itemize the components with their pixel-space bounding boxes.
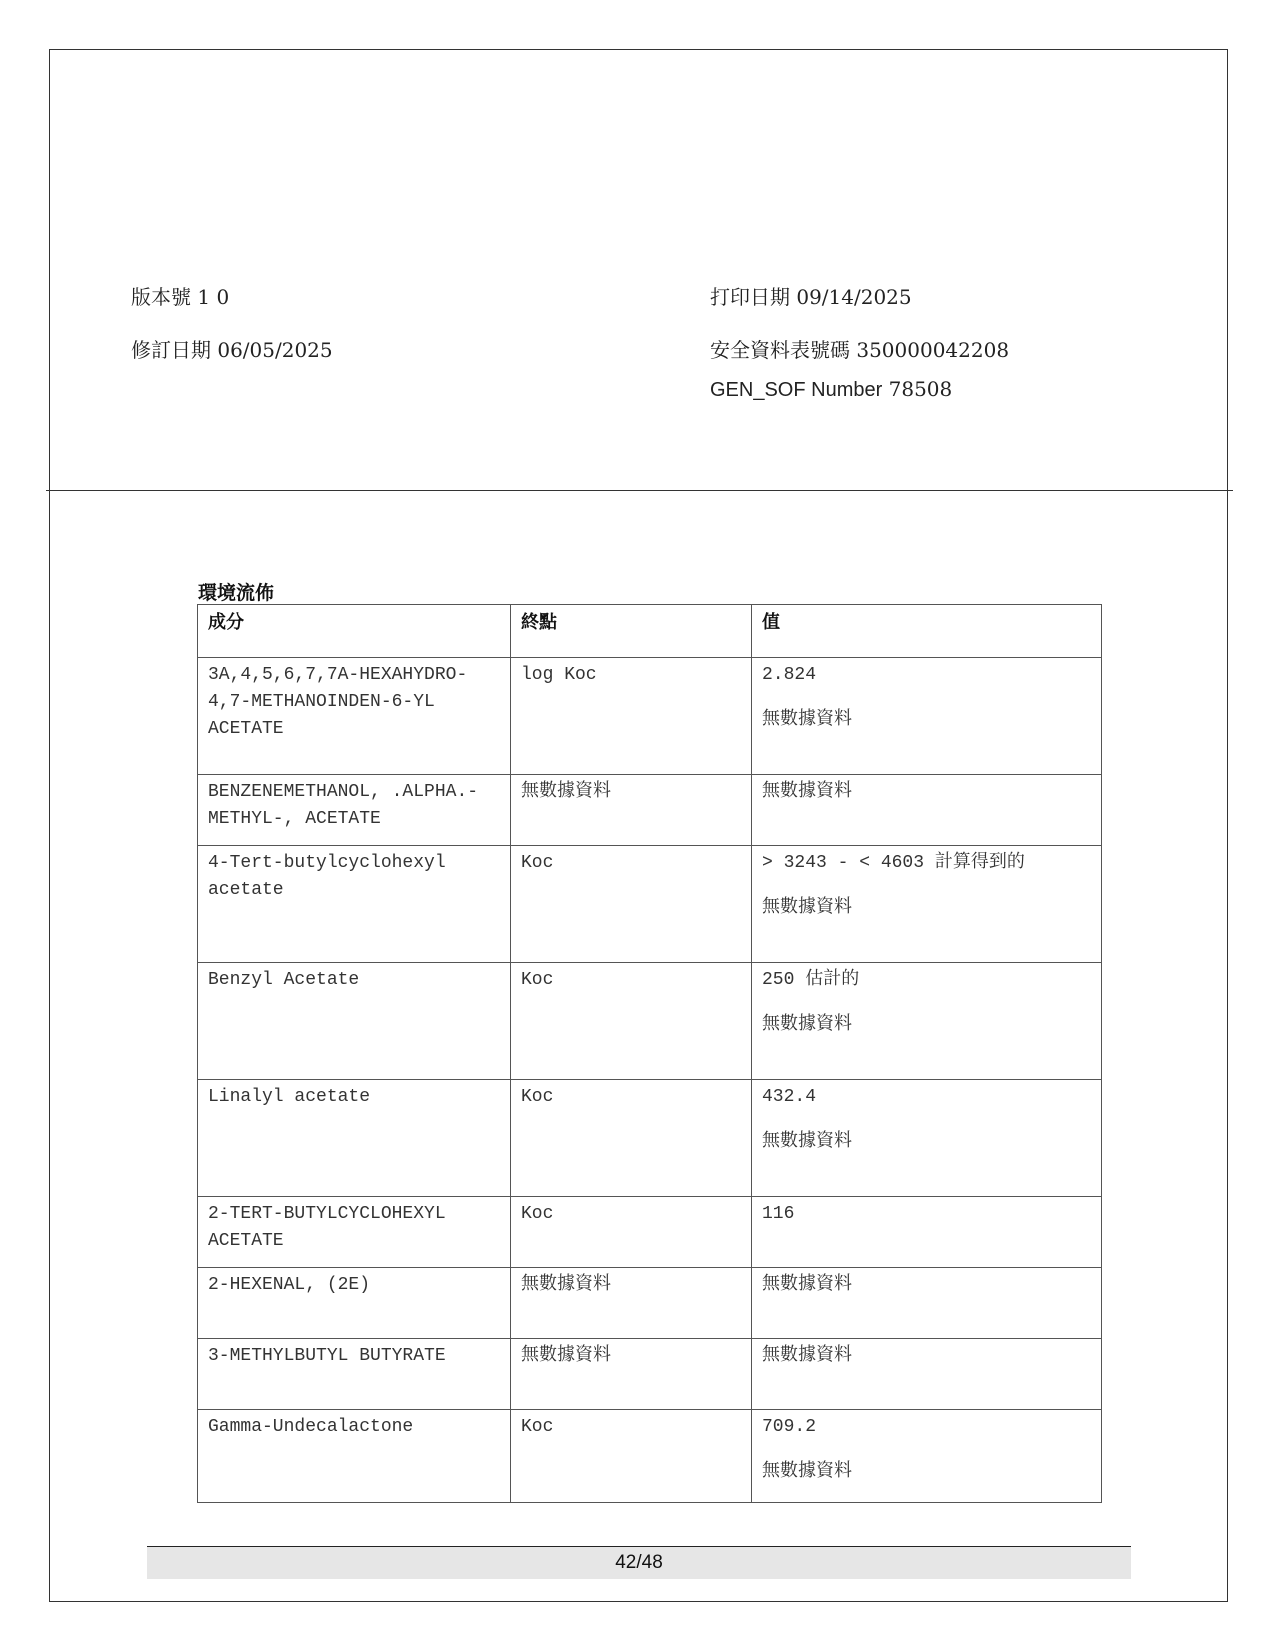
value-cell: 116 <box>752 1197 1102 1268</box>
component-cell: 3A,4,5,6,7,7A-HEXAHYDRO-4,7-METHANOINDEN-6-YL ACETATE <box>198 658 511 775</box>
table-row <box>198 1410 1102 1503</box>
table-row <box>198 1268 1102 1339</box>
component-cell: 3-METHYLBUTYL BUTYRATE <box>198 1339 511 1410</box>
component-cell: Benzyl Acetate <box>198 963 511 1080</box>
table-row <box>198 963 1102 1080</box>
table-header-row <box>198 605 1102 658</box>
component-cell: BENZENEMETHANOL, .ALPHA.-METHYL-, ACETATE <box>198 775 511 846</box>
print-date-value: 09/14/2025 <box>796 285 912 309</box>
value-text: 2.824 <box>762 665 817 685</box>
value-note: 無數據資料 <box>762 1132 852 1152</box>
gen-sof-number-label: GEN_SOF Number <box>710 379 883 401</box>
header-divider <box>46 490 1233 491</box>
component-cell: Gamma-Undecalactone <box>198 1410 511 1503</box>
sds-number-label: 安全資料表號碼 <box>710 338 850 362</box>
table-row <box>198 658 1102 775</box>
endpoint-cell: Koc <box>511 846 752 963</box>
value-cell <box>752 963 1102 1080</box>
gen-sof-number-line <box>710 377 952 402</box>
revision-date-label: 修訂日期 <box>131 338 211 362</box>
component-cell: 2-TERT-BUTYLCYCLOHEXYL ACETATE <box>198 1197 511 1268</box>
print-date-label: 打印日期 <box>710 285 790 309</box>
column-header-endpoint: 終點 <box>511 605 752 658</box>
environmental-distribution-table <box>197 604 1102 1503</box>
value-note: 無數據資料 <box>762 1015 852 1035</box>
endpoint-cell: Koc <box>511 963 752 1080</box>
column-header-component: 成分 <box>198 605 511 658</box>
value-cell <box>752 846 1102 963</box>
endpoint-cell: log Koc <box>511 658 752 775</box>
value-cell <box>752 1080 1102 1197</box>
value-cell: 無數據資料 <box>752 1339 1102 1410</box>
page-number: 42/48 <box>147 1546 1131 1579</box>
column-header-value: 值 <box>752 605 1102 658</box>
revision-date-line <box>131 334 333 363</box>
value-note: 無數據資料 <box>762 898 852 918</box>
sds-number-value: 350000042208 <box>856 338 1010 362</box>
table-row <box>198 1339 1102 1410</box>
component-cell: 4-Tert-butylcyclohexyl acetate <box>198 846 511 963</box>
value-note: 無數據資料 <box>762 1462 852 1482</box>
component-cell: Linalyl acetate <box>198 1080 511 1197</box>
component-cell: 2-HEXENAL, (2E) <box>198 1268 511 1339</box>
section-title: 環境流佈 <box>198 583 275 604</box>
value-text: 250 估計的 <box>762 970 860 990</box>
value-text: 432.4 <box>762 1087 817 1107</box>
table-row <box>198 1080 1102 1197</box>
sds-number-line <box>710 334 1009 363</box>
version-value: 1 0 <box>197 285 230 309</box>
endpoint-cell: Koc <box>511 1080 752 1197</box>
table-row <box>198 846 1102 963</box>
value-text: 709.2 <box>762 1417 817 1437</box>
endpoint-cell: Koc <box>511 1410 752 1503</box>
value-cell: 無數據資料 <box>752 775 1102 846</box>
revision-date-value: 06/05/2025 <box>217 338 333 362</box>
value-note: 無數據資料 <box>762 710 852 730</box>
value-cell: 無數據資料 <box>752 1268 1102 1339</box>
table-row <box>198 775 1102 846</box>
version-line <box>131 281 229 310</box>
value-cell <box>752 658 1102 775</box>
endpoint-cell: Koc <box>511 1197 752 1268</box>
endpoint-cell: 無數據資料 <box>511 1339 752 1410</box>
table-row <box>198 1197 1102 1268</box>
endpoint-cell: 無數據資料 <box>511 775 752 846</box>
endpoint-cell: 無數據資料 <box>511 1268 752 1339</box>
value-text: > 3243 - < 4603 計算得到的 <box>762 853 1025 873</box>
version-label: 版本號 <box>131 285 191 309</box>
print-date-line <box>710 281 912 310</box>
gen-sof-number-value: 78508 <box>888 377 953 401</box>
value-cell <box>752 1410 1102 1503</box>
